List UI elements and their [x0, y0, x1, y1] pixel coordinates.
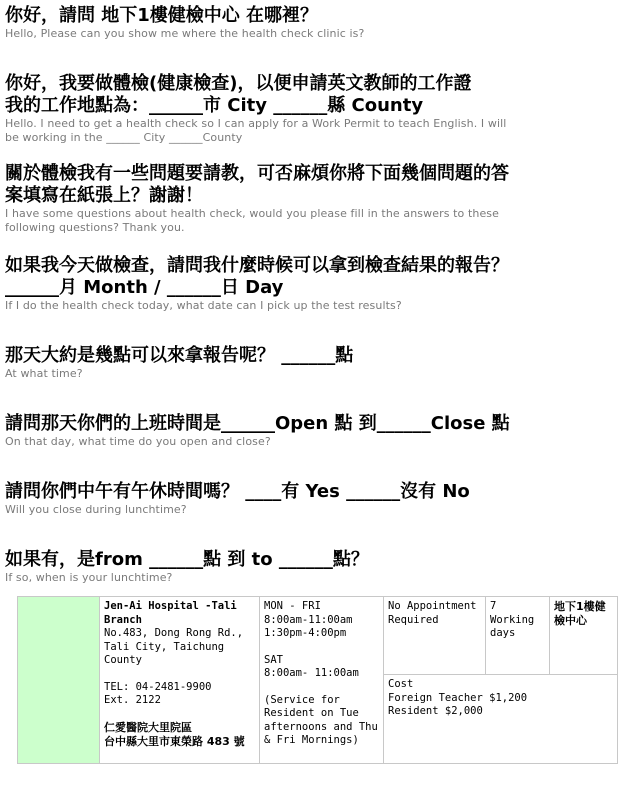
phone: TEL: 04-2481-9900: [104, 680, 212, 693]
phone-ext: Ext. 2122: [104, 694, 161, 706]
cost-cell: Cost Foreign Teacher $1,200 Resident $2,000: [384, 675, 618, 764]
question-en: On that day, what time do you open and close?: [5, 435, 271, 448]
statement-en: Hello. I need to get a health check so I can apply for a Work Permit to teach English. I will be working in the ______ City ______County: [5, 117, 507, 144]
location-cell: 地下1樓健檢中心: [550, 597, 618, 675]
question-lunch-hours: [5, 549, 630, 585]
hours-cell: MON - FRI 8:00am-11:00am 1:30pm-4:00pm SAT 8:00am- 11:00am (Service for Resident on Tue afternoons and Thu & Fri Mornings): [260, 597, 384, 764]
question-en: At what time?: [5, 367, 83, 380]
question-zh: 你好，請問 地下1樓健檢中心 在哪裡？: [5, 5, 319, 26]
request-en: I have some questions about health check, would you please fill in the answers to these following questions? Thank you.: [5, 207, 500, 234]
hospital-info-table: [17, 596, 618, 764]
question-en: If so, when is your lunchtime?: [5, 571, 173, 584]
hospital-address-cell: Jen-Ai Hospital -Tali Branch No.483, Dong Rong Rd., Tali City, Taichung County TEL: 04-2481-9900 Ext. 2122 仁愛醫院大里院區 台中縣大里市東榮路 483 號: [100, 597, 260, 764]
question-en: Will you close during lunchtime?: [5, 503, 187, 516]
statement-zh: 你好，我要做體檢(健康檢查)，以便申請英文教師的工作證 我的工作地點為：______市 City ______縣 County: [5, 73, 472, 116]
request-questions: [5, 163, 630, 235]
question-open-close: [5, 413, 630, 449]
question-lunch-break: [5, 481, 630, 517]
appointment-cell: No Appointment Required: [384, 597, 486, 675]
question-zh: 請問那天你們的上班時間是______Open 點 到______Close 點: [5, 413, 510, 434]
hospital-address-zh: 台中縣大里市東榮路 483 號: [104, 734, 245, 748]
hospital-name-zh: 仁愛醫院大里院區: [104, 720, 192, 734]
question-zh: 那天大約是幾點可以來拿報告呢？ ______點: [5, 345, 354, 366]
question-where-clinic: [5, 5, 630, 41]
question-en: Hello, Please can you show me where the health check clinic is?: [5, 27, 365, 40]
question-zh: 如果有，是from ______點 到 to ______點？: [5, 549, 369, 570]
question-en: If I do the health check today, what date can I pick up the test results?: [5, 299, 402, 312]
color-swatch-cell: [18, 597, 100, 764]
question-zh: 如果我今天做檢查，請問我什麼時候可以拿到檢查結果的報告？ ______月 Month / ______日 Day: [5, 255, 509, 298]
statement-health-check: [5, 73, 630, 145]
question-pickup-time: [5, 345, 630, 381]
question-results-date: [5, 255, 630, 313]
hospital-name: Jen-Ai Hospital -Tali Branch: [104, 600, 237, 626]
wait-days-cell: 7 Working days: [486, 597, 550, 675]
request-zh: 關於體檢我有一些問題要請教，可否麻煩你將下面幾個問題的答 案填寫在紙張上？謝謝！: [5, 163, 509, 206]
question-zh: 請問你們中午有午休時間嗎？ ____有 Yes ______沒有 No: [5, 481, 470, 502]
